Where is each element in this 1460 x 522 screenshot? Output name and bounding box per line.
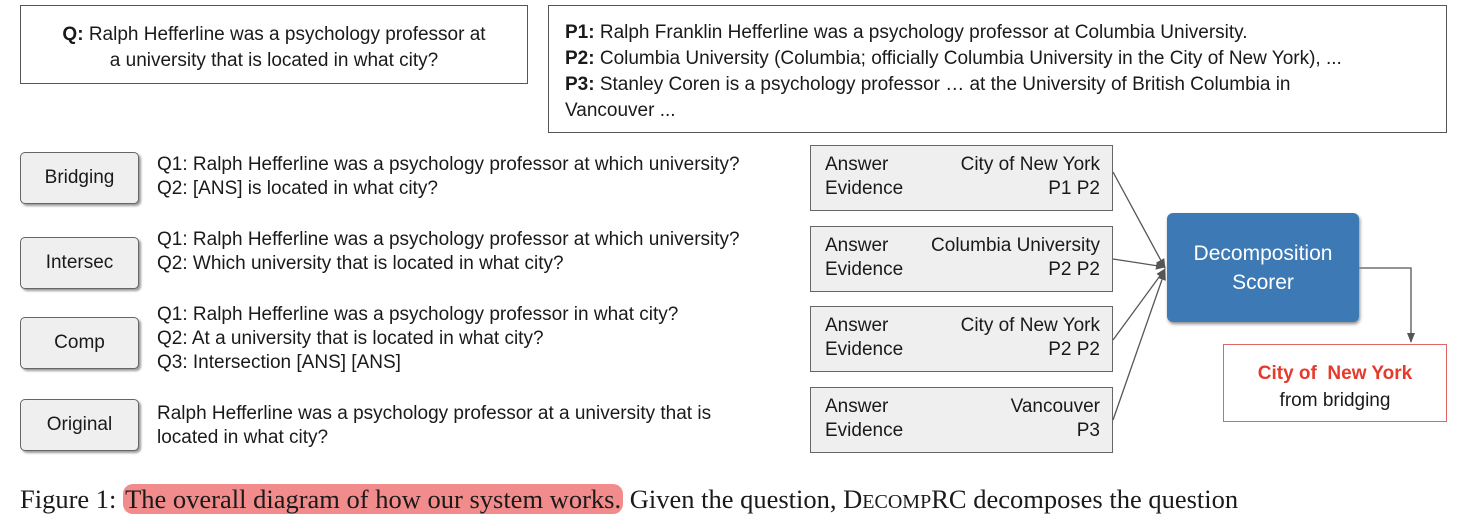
question-label: Q: <box>62 24 84 45</box>
caption-prefix: Figure 1: <box>20 484 124 514</box>
paragraphs-box <box>548 5 1447 133</box>
intersec-answer-box <box>810 226 1113 292</box>
caption-system-name-rc: RC <box>931 484 967 514</box>
bridging-answer-box <box>810 145 1113 211</box>
intersec-questions <box>157 228 740 276</box>
paragraph-3-label: P3: <box>565 74 595 95</box>
original-answer-box <box>810 387 1113 453</box>
figure-caption <box>20 481 1450 520</box>
method-original: Original <box>20 399 139 451</box>
scorer-line1: Decomposition <box>1193 241 1333 265</box>
bridging-answer: City of New York <box>960 154 1100 175</box>
answer-label: Answer <box>825 235 889 256</box>
comp-answer-box <box>810 306 1113 372</box>
caption-highlight: The overall diagram of how our system works. <box>125 484 622 514</box>
arrow-intersec-to-scorer <box>1113 259 1165 267</box>
arrow-original-to-scorer <box>1113 271 1165 420</box>
paragraph-1 <box>565 20 1446 46</box>
original-question <box>157 402 711 450</box>
paragraph-3-text: Stanley Coren is a psychology professor … at the University of British Columbia in <box>599 74 1291 95</box>
paragraph-1-text: Ralph Franklin Hefferline was a psychology professor at Columbia University. <box>599 22 1248 43</box>
evidence-label: Evidence <box>825 259 904 280</box>
method-intersec: Intersec <box>20 237 139 289</box>
comp-evidence: P2 P2 <box>1048 339 1100 360</box>
arrow-scorer-to-result <box>1359 268 1411 342</box>
evidence-label: Evidence <box>825 178 904 199</box>
method-bridging: Bridging <box>20 152 139 204</box>
comp-q2: Q2: At a university that is located in what city? <box>157 328 544 349</box>
answer-label: Answer <box>825 396 889 417</box>
question-box <box>20 5 528 84</box>
paragraph-2 <box>565 46 1446 72</box>
arrow-comp-to-scorer <box>1113 269 1165 340</box>
intersec-q1: Q1: Ralph Hefferline was a psychology professor at which university? <box>157 229 740 250</box>
bridging-q1: Q1: Ralph Hefferline was a psychology professor at which university? <box>157 154 740 175</box>
original-answer: Vancouver <box>1010 396 1100 417</box>
scorer-line2: Scorer <box>1232 270 1294 294</box>
paragraph-2-text: Columbia University (Columbia; officially Columbia University in the City of New York), ... <box>599 48 1342 69</box>
comp-questions <box>157 303 678 375</box>
comp-answer: City of New York <box>960 315 1100 336</box>
original-line1: Ralph Hefferline was a psychology professor at a university that is <box>157 403 712 424</box>
caption-text-b: decomposes the question <box>966 484 1239 514</box>
final-answer-box <box>1223 344 1447 422</box>
original-evidence: P3 <box>1076 420 1100 441</box>
bridging-questions <box>157 153 740 201</box>
evidence-label: Evidence <box>825 420 904 441</box>
answer-label: Answer <box>825 154 889 175</box>
original-line2: located in what city? <box>157 427 329 448</box>
intersec-evidence: P2 P2 <box>1048 259 1100 280</box>
caption-system-name-d: D <box>843 484 863 514</box>
method-comp: Comp <box>20 317 139 369</box>
comp-q1: Q1: Ralph Hefferline was a psychology professor in what city? <box>157 304 679 325</box>
paragraph-1-label: P1: <box>565 22 595 43</box>
intersec-answer: Columbia University <box>931 235 1100 256</box>
answer-label: Answer <box>825 315 889 336</box>
final-answer: City of New York <box>1257 363 1413 384</box>
evidence-label: Evidence <box>825 339 904 360</box>
caption-text-a: Given the question, <box>623 484 844 514</box>
comp-q3: Q3: Intersection [ANS] [ANS] <box>157 352 401 373</box>
question-text-line1: Ralph Hefferline was a psychology professor at <box>88 24 486 45</box>
arrow-bridging-to-scorer <box>1113 172 1165 268</box>
paragraph-3-continued: Vancouver ... <box>565 100 676 121</box>
decomposition-scorer <box>1167 213 1359 322</box>
bridging-evidence: P1 P2 <box>1048 178 1100 199</box>
paragraph-3 <box>565 72 1446 98</box>
intersec-q2: Q2: Which university that is located in what city? <box>157 253 564 274</box>
bridging-q2: Q2: [ANS] is located in what city? <box>157 178 438 199</box>
question-text-line2: a university that is located in what city? <box>109 50 439 71</box>
final-answer-source: from bridging <box>1279 390 1391 411</box>
paragraph-2-label: P2: <box>565 48 595 69</box>
caption-system-name-ecomp: ECOMP <box>862 491 932 513</box>
